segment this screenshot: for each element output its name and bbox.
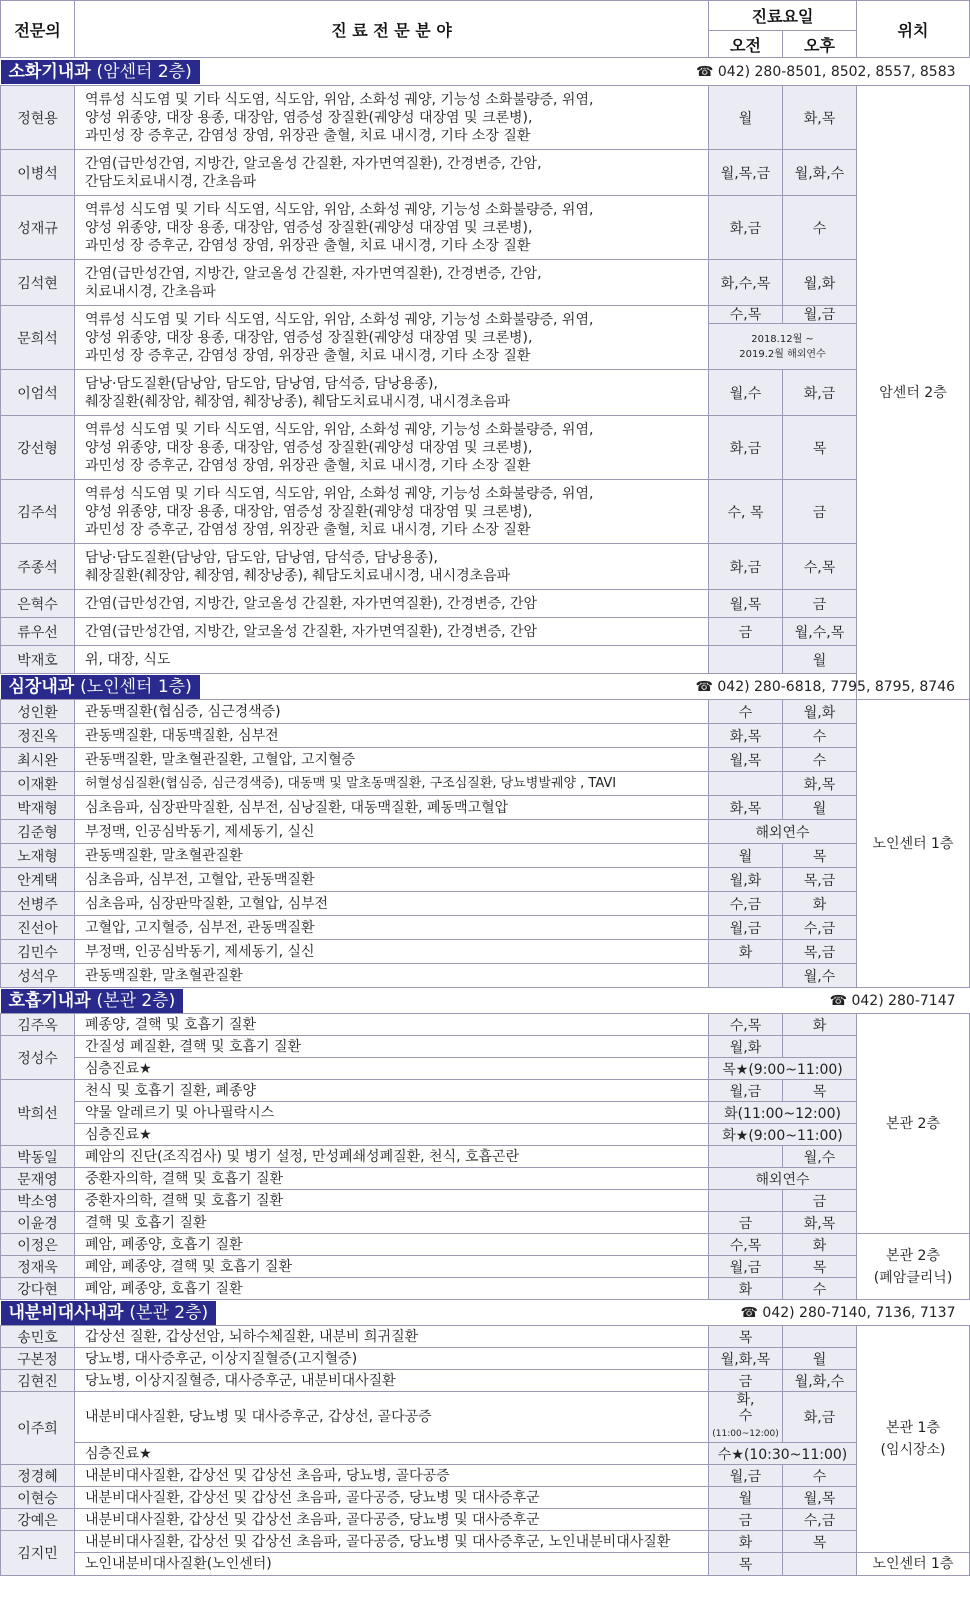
leave-note: 2018.12월 ~ 2019.2월 해외연수 [709,324,857,370]
pm-days: 목 [783,844,857,868]
specialty-text: 관동맥질환, 대동맥질환, 심부전 [75,724,709,748]
doctor-name: 선병주 [1,892,75,916]
phone-icon: ☎ [695,678,713,695]
am-days: 월,금 [709,1465,783,1487]
doctor-name: 이윤경 [1,1212,75,1234]
pm-days: 수,금 [783,1509,857,1531]
special-clinic-time: 화★(9:00~11:00) [709,1124,857,1146]
am-days: 월,금 [709,1080,783,1102]
am-days: 월,목,금 [709,150,783,196]
am-days: 수,목 [709,1014,783,1036]
specialty-text: 간질성 폐질환, 결핵 및 호흡기 질환 [75,1036,709,1058]
pm-days: 월 [783,646,857,674]
doctor-name: 박재형 [1,796,75,820]
pm-days: 수 [783,748,857,772]
pm-days: 월,금 [783,306,857,324]
pm-days: 수,금 [783,916,857,940]
pm-days: 화,금 [783,370,857,416]
pm-days: 월,수 [783,1146,857,1168]
am-days [709,1190,783,1212]
pm-days: 목 [783,1256,857,1278]
am-days: 월,금 [709,1256,783,1278]
doctor-name: 성석우 [1,964,75,988]
specialty-text: 역류성 식도염 및 기타 식도염, 식도암, 위암, 소화성 궤양, 기능성 소화불량증, 위염, 양성 위종양, 대장 용종, 대장암, 염증성 장질환(궤양성 대장염 및 크론병), 과민성 장 증후군, 감염성 장염, 위장관 출혈, 치료 내시경, 기타 소장 질환 [75,306,709,370]
pm-days: 월,화,수 [783,1370,857,1392]
section-phone: ☎ 042) 280-7140, 7136, 7137 [740,1304,956,1321]
clinic-time: 화(11:00~12:00) [709,1102,857,1124]
specialty-text: 당뇨병, 대사증후군, 이상지질혈증(고지혈증) [75,1348,709,1370]
am-days: 화 [709,1531,783,1553]
pm-days: 수,목 [783,544,857,590]
specialty-text: 내분비대사질환, 갑상선 및 갑상선 초음파, 골다공증, 당뇨병 및 대사증후군 [75,1509,709,1531]
header-location: 위치 [857,1,970,58]
doctor-name: 성인환 [1,700,75,724]
am-days: 화,목 [709,724,783,748]
section-header [1,674,970,700]
doctor-name: 주종석 [1,544,75,590]
header-days: 진료요일 [709,1,857,31]
specialty-text: 관동맥질환(협심증, 심근경색증) [75,700,709,724]
specialty-text: 갑상선 질환, 갑상선암, 뇌하수체질환, 내분비 희귀질환 [75,1326,709,1348]
am-days: 월 [709,86,783,150]
doctor-name: 김석현 [1,260,75,306]
am-days: 화 [709,940,783,964]
pm-days: 월 [783,796,857,820]
am-days: 화,금 [709,416,783,480]
am-days: 월,화 [709,868,783,892]
specialty-text: 역류성 식도염 및 기타 식도염, 식도암, 위암, 소화성 궤양, 기능성 소화불량증, 위염, 양성 위종양, 대장 용종, 대장암, 염증성 장질환(궤양성 대장염 및 크론병), 과민성 장 증후군, 감염성 장염, 위장관 출혈, 치료 내시경, 기타 소장 질환 [75,480,709,544]
doctor-name: 성재규 [1,196,75,260]
am-days: 수,목 [709,1234,783,1256]
overseas-training-cell: 해외연수 [709,1168,857,1190]
pm-days: 화 [783,1234,857,1256]
section-phone: ☎ 042) 280-6818, 7795, 8795, 8746 [695,678,956,695]
doctor-name: 문재영 [1,1168,75,1190]
am-days [709,1146,783,1168]
am-days: 금 [709,1370,783,1392]
pm-days: 월,화,수 [783,150,857,196]
specialty-text: 담낭·담도질환(담낭암, 담도암, 담낭염, 담석증, 담낭용종), 췌장질환(췌장암, 췌장염, 췌장낭종), 췌담도치료내시경, 내시경초음파 [75,544,709,590]
pm-days: 목 [783,416,857,480]
location-cell: 본관 1층 (임시장소) [857,1326,970,1553]
location-cell: 본관 2층 (폐암클리닉) [857,1234,970,1300]
doctor-name: 정진옥 [1,724,75,748]
specialty-text: 내분비대사질환, 갑상선 및 갑상선 초음파, 골다공증, 당뇨병 및 대사증후군 [75,1487,709,1509]
am-days: 화 [709,1278,783,1300]
pm-days: 금 [783,480,857,544]
specialty-text: 부정맥, 인공심박동기, 제세동기, 실신 [75,940,709,964]
doctor-name: 정재욱 [1,1256,75,1278]
specialty-text: 심초음파, 심장판막질환, 심부전, 심낭질환, 대동맥질환, 폐동맥고혈압 [75,796,709,820]
phone-icon: ☎ [829,992,848,1009]
section-title: 호흡기내과 (본관 2층) [1,989,184,1013]
pm-days: 월 [783,1348,857,1370]
pm-days: 금 [783,1190,857,1212]
specialty-text: 위, 대장, 식도 [75,646,709,674]
doctor-name: 김현진 [1,1370,75,1392]
am-days: 금 [709,618,783,646]
specialty-text: 폐암, 폐종양, 결핵 및 호흡기 질환 [75,1256,709,1278]
doctor-name: 김지민 [1,1531,75,1576]
doctor-name: 노재형 [1,844,75,868]
am-days: 월 [709,844,783,868]
am-days-line1: 화, [736,1392,755,1408]
doctor-name: 은혁수 [1,590,75,618]
specialty-text: 내분비대사질환, 당뇨병 및 대사증후군, 갑상선, 골다공증 [75,1392,709,1443]
pm-days: 금 [783,590,857,618]
am-days [709,1392,783,1443]
special-clinic-time: 수★(10:30~11:00) [709,1443,857,1465]
specialty-text: 중환자의학, 결핵 및 호흡기 질환 [75,1168,709,1190]
doctor-name: 최시완 [1,748,75,772]
specialty-text: 심층진료★ [75,1443,709,1465]
specialty-text: 간염(급만성간염, 지방간, 알코올성 간질환, 자가면역질환), 간경변증, 간암, 간담도치료내시경, 간초음파 [75,150,709,196]
location-cell: 노인센터 1층 [857,1553,970,1576]
overseas-training-cell: 해외연수 [709,820,857,844]
doctor-name: 송민호 [1,1326,75,1348]
doctor-name: 이정은 [1,1234,75,1256]
specialty-text: 약물 알레르기 및 아나필락시스 [75,1102,709,1124]
phone-icon: ☎ [695,63,714,80]
pm-days: 목 [783,1080,857,1102]
doctor-name: 김주옥 [1,1014,75,1036]
am-days: 수,금 [709,892,783,916]
pm-days: 화,목 [783,772,857,796]
am-days: 월,금 [709,916,783,940]
am-days: 목 [709,1553,783,1576]
specialty-text: 관동맥질환, 말초혈관질환 [75,964,709,988]
pm-days: 화,목 [783,86,857,150]
doctor-name: 문희석 [1,306,75,370]
section-phone: ☎ 042) 280-7147 [829,992,956,1009]
am-days [709,646,783,674]
doctor-name: 정경혜 [1,1465,75,1487]
am-days: 금 [709,1212,783,1234]
specialty-text: 허혈성심질환(협심증, 심근경색증), 대동맥 및 말초동맥질환, 구조심질환, 당뇨병발궤양 , TAVI [75,772,709,796]
doctor-name: 강예은 [1,1509,75,1531]
specialty-text: 부정맥, 인공심박동기, 제세동기, 실신 [75,820,709,844]
doctor-name: 이엄석 [1,370,75,416]
header-am: 오전 [709,31,783,58]
header-pm: 오후 [783,31,857,58]
specialty-text: 간염(급만성간염, 지방간, 알코올성 간질환, 자가면역질환), 간경변증, 간암 [75,590,709,618]
specialty-text: 폐암, 폐종양, 호흡기 질환 [75,1278,709,1300]
am-days: 월 [709,1487,783,1509]
am-days: 월,목 [709,748,783,772]
specialty-text: 심층진료★ [75,1124,709,1146]
doctor-name: 박희선 [1,1080,75,1146]
pm-days: 월,수,목 [783,618,857,646]
pm-days: 화 [783,1014,857,1036]
section-header [1,1300,970,1326]
specialty-text: 폐암의 진단(조직검사) 및 병기 설정, 만성폐쇄성폐질환, 천식, 호흡곤란 [75,1146,709,1168]
doctor-name: 김주석 [1,480,75,544]
pm-days [783,1036,857,1058]
specialty-text: 중환자의학, 결핵 및 호흡기 질환 [75,1190,709,1212]
location-cell: 암센터 2층 [857,86,970,700]
am-days: 월,수 [709,370,783,416]
specialty-text: 심층진료★ [75,1058,709,1080]
am-days: 금 [709,1509,783,1531]
doctor-name: 박재호 [1,646,75,674]
pm-days: 화,금 [783,1392,857,1443]
specialty-text: 당뇨병, 이상지질혈증, 대사증후군, 내분비대사질환 [75,1370,709,1392]
am-days: 월,화,목 [709,1348,783,1370]
pm-days: 수 [783,1278,857,1300]
section-title: 소화기내과 (암센터 2층) [1,60,200,84]
am-days: 화,금 [709,196,783,260]
doctor-name: 이병석 [1,150,75,196]
section-header [1,988,970,1014]
section-title: 내분비대사내과 (본관 2층) [1,1301,217,1325]
doctor-name: 강선형 [1,416,75,480]
doctor-name: 정현용 [1,86,75,150]
pm-days: 월,수 [783,964,857,988]
specialty-text: 내분비대사질환, 갑상선 및 갑상선 초음파, 골다공증, 당뇨병 및 대사증후군, 노인내분비대사질환 [75,1531,709,1553]
doctor-name: 진선아 [1,916,75,940]
specialty-text: 노인내분비대사질환(노인센터) [75,1553,709,1576]
section-phone: ☎ 042) 280-8501, 8502, 8557, 8583 [695,63,956,80]
special-clinic-time: 목★(9:00~11:00) [709,1058,857,1080]
specialty-text: 간염(급만성간염, 지방간, 알코올성 간질환, 자가면역질환), 간경변증, 간암, 치료내시경, 간초음파 [75,260,709,306]
doctor-name: 류우선 [1,618,75,646]
section-title: 심장내과 (노인센터 1층) [1,675,200,699]
pm-days: 목 [783,1531,857,1553]
am-days: 수, 목 [709,480,783,544]
section-header [1,58,970,86]
am-days [709,772,783,796]
pm-days: 월,목 [783,1487,857,1509]
doctor-name: 박동일 [1,1146,75,1168]
pm-days: 화,목 [783,1212,857,1234]
am-days: 월,화 [709,1036,783,1058]
pm-days: 월,화 [783,260,857,306]
specialty-text: 관동맥질환, 말초혈관질환 [75,844,709,868]
specialty-text: 관동맥질환, 말초혈관질환, 고혈압, 고지혈증 [75,748,709,772]
specialty-text: 심초음파, 심부전, 고혈압, 관동맥질환 [75,868,709,892]
location-cell: 본관 2층 [857,1014,970,1234]
pm-days: 수 [783,196,857,260]
am-days: 목 [709,1326,783,1348]
phone-icon: ☎ [740,1304,758,1321]
pm-days [783,1553,857,1576]
pm-days: 목,금 [783,940,857,964]
specialty-text: 심초음파, 심장판막질환, 고혈압, 심부전 [75,892,709,916]
am-days: 수,목 [709,306,783,324]
specialty-text: 역류성 식도염 및 기타 식도염, 식도암, 위암, 소화성 궤양, 기능성 소화불량증, 위염, 양성 위종양, 대장 용종, 대장암, 염증성 장질환(궤양성 대장염 및 크론병), 과민성 장 증후군, 감염성 장염, 위장관 출혈, 치료 내시경, 기타 소장 질환 [75,86,709,150]
am-days: 수 [709,700,783,724]
location-cell: 노인센터 1층 [857,700,970,988]
doctor-name: 박소영 [1,1190,75,1212]
header-doctor: 전문의 [1,1,75,58]
am-days: 화,목 [709,796,783,820]
specialty-text: 역류성 식도염 및 기타 식도염, 식도암, 위암, 소화성 궤양, 기능성 소화불량증, 위염, 양성 위종양, 대장 용종, 대장암, 염증성 장질환(궤양성 대장염 및 크론병), 과민성 장 증후군, 감염성 장염, 위장관 출혈, 치료 내시경, 기타 소장 질환 [75,196,709,260]
pm-days [783,1326,857,1348]
am-days [709,964,783,988]
am-days: 화,금 [709,544,783,590]
doctor-name: 김준형 [1,820,75,844]
doctor-name: 강다현 [1,1278,75,1300]
specialty-text: 폐종양, 결핵 및 호흡기 질환 [75,1014,709,1036]
doctor-name: 정성수 [1,1036,75,1080]
am-days-line2: 수(11:00~12:00) [712,1408,779,1439]
pm-days: 수 [783,724,857,748]
specialty-text: 담낭·담도질환(담낭암, 담도암, 담낭염, 담석증, 담낭용종), 췌장질환(췌장암, 췌장염, 췌장낭종), 췌담도치료내시경, 내시경초음파 [75,370,709,416]
header-specialty: 진 료 전 문 분 야 [75,1,709,58]
am-days: 화,수,목 [709,260,783,306]
doctor-name: 안계택 [1,868,75,892]
pm-days: 월,화 [783,700,857,724]
specialty-text: 역류성 식도염 및 기타 식도염, 식도암, 위암, 소화성 궤양, 기능성 소화불량증, 위염, 양성 위종양, 대장 용종, 대장암, 염증성 장질환(궤양성 대장염 및 크론병), 과민성 장 증후군, 감염성 장염, 위장관 출혈, 치료 내시경, 기타 소장 질환 [75,416,709,480]
specialty-text: 고혈압, 고지혈증, 심부전, 관동맥질환 [75,916,709,940]
specialty-text: 폐암, 폐종양, 호흡기 질환 [75,1234,709,1256]
doctor-name: 이재환 [1,772,75,796]
doctor-name: 김민수 [1,940,75,964]
doctor-name: 구본정 [1,1348,75,1370]
specialty-text: 천식 및 호흡기 질환, 폐종양 [75,1080,709,1102]
pm-days: 수 [783,1465,857,1487]
pm-days: 화 [783,892,857,916]
doctor-name: 이주희 [1,1392,75,1465]
specialty-text: 내분비대사질환, 갑상선 및 갑상선 초음파, 당뇨병, 골다공증 [75,1465,709,1487]
doctor-name: 이현승 [1,1487,75,1509]
specialty-text: 간염(급만성간염, 지방간, 알코올성 간질환, 자가면역질환), 간경변증, 간암 [75,618,709,646]
specialty-text: 결핵 및 호흡기 질환 [75,1212,709,1234]
am-days: 월,목 [709,590,783,618]
pm-days: 목,금 [783,868,857,892]
